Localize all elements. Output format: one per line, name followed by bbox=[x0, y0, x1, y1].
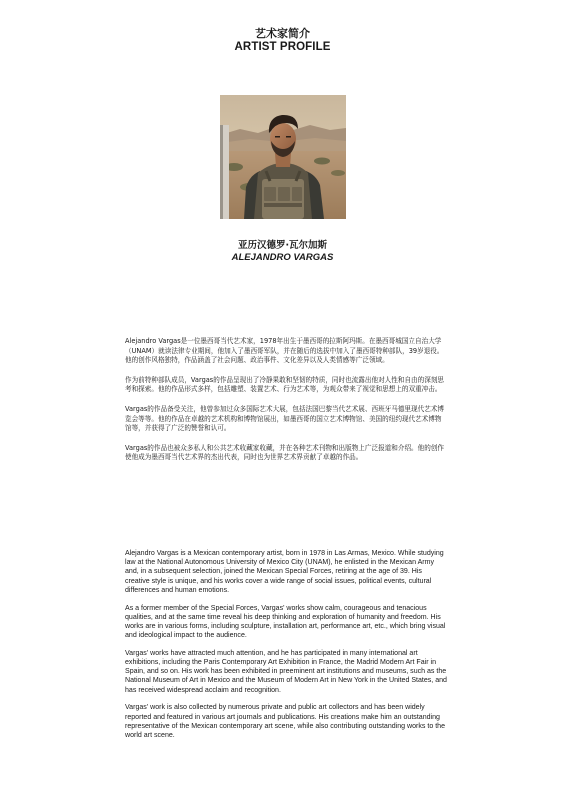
bio-cn-paragraph: Vargas的作品备受关注，他曾参加过众多国际艺术大展，包括法国巴黎当代艺术展、西班牙马德里现代艺术博览会等等。他的作品在卓越的艺术机构和博物馆展出，如墨西哥的国立艺术博物馆、美国的纽约现代艺术博物馆等，并获得了广泛的赞誉和认可。 bbox=[125, 404, 445, 433]
artist-portrait-photo bbox=[220, 95, 346, 219]
artist-name bbox=[0, 240, 565, 264]
title-english: ARTIST PROFILE bbox=[234, 41, 331, 53]
biography-chinese bbox=[125, 337, 447, 473]
bio-cn-paragraph: Alejandro Vargas是一位墨西哥当代艺术家，1978年出生于墨西哥的拉斯阿玛斯。在墨西哥城国立自治大学（UNAM）就读法律专业期间，他加入了墨西哥军队，并在随后的选拔中加入了墨西哥特种部队，39岁退役。他的创作风格独特，作品涵盖了社会问题、政治事件、文化差异以及人类情感等广泛领域。 bbox=[125, 337, 444, 365]
bio-en-paragraph: Vargas' works have attracted much attention, and he has participated in many international art exhibitions, including the Paris Contemporary Art Exhibition in France, the Madrid Modern Art Fair in Spain, and so on. His work has been exhibited in preeminent art institutions and museums, such as the National Museum of Art in Mexico and the Museum of Modern Art in New York in the United States, and has received widespread acclaim and recognition. bbox=[125, 649, 447, 694]
bio-en-paragraph: As a former member of the Special Forces, Vargas' works show calm, courageous and tenacious qualities, and at the same time reveal his deep thinking and exploration of humanity and freedom. His works are in various forms, including sculpture, installation art, performance art, etc., which bring visual and ideological impact to the audience. bbox=[125, 604, 446, 640]
bio-cn-paragraph: Vargas的作品也被众多私人和公共艺术收藏家收藏，并在各种艺术刊物和出版物上广泛报道和介绍。他的创作使他成为墨西哥当代艺术界的杰出代表，同时也为世界艺术界贡献了卓越的作品。 bbox=[125, 443, 445, 462]
bio-cn-paragraph: 作为前特种部队成员，Vargas的作品呈现出了冷静果敢和坚韧的特质，同时也流露出他对人性和自由的深刻思考和探索。他的作品形式多样，包括雕塑、装置艺术、行为艺术等，为观众带来了视觉和思想上的双重冲击。 bbox=[125, 375, 445, 394]
artist-name-chinese: 亚历汉德罗·瓦尔加斯 bbox=[237, 240, 328, 251]
biography-english bbox=[125, 549, 447, 749]
page-header bbox=[0, 27, 565, 54]
bio-en-paragraph: Alejandro Vargas is a Mexican contemporary artist, born in 1978 in Las Armas, Mexico. While studying law at the National Autonomous University of Mexico City (UNAM), he enlisted in the Mexican Army and, in a subsequent selection, joined the Mexican Special Forces, retiring at the age of 39. His creative style is unique, and his works cover a wide range of social issues, political events, cultural differences and human emotions. bbox=[125, 550, 444, 594]
title-chinese: 艺术家简介 bbox=[255, 27, 310, 40]
artist-name-english: ALEJANDRO VARGAS bbox=[231, 252, 334, 263]
bio-en-paragraph: Vargas' work is also collected by numerous private and public art collectors and has been widely reported and featured in various art journals and publications. His creations make him an outstanding representative of the Mexican contemporary art scene, while also contributing outstanding works to the world art scene. bbox=[125, 704, 446, 739]
